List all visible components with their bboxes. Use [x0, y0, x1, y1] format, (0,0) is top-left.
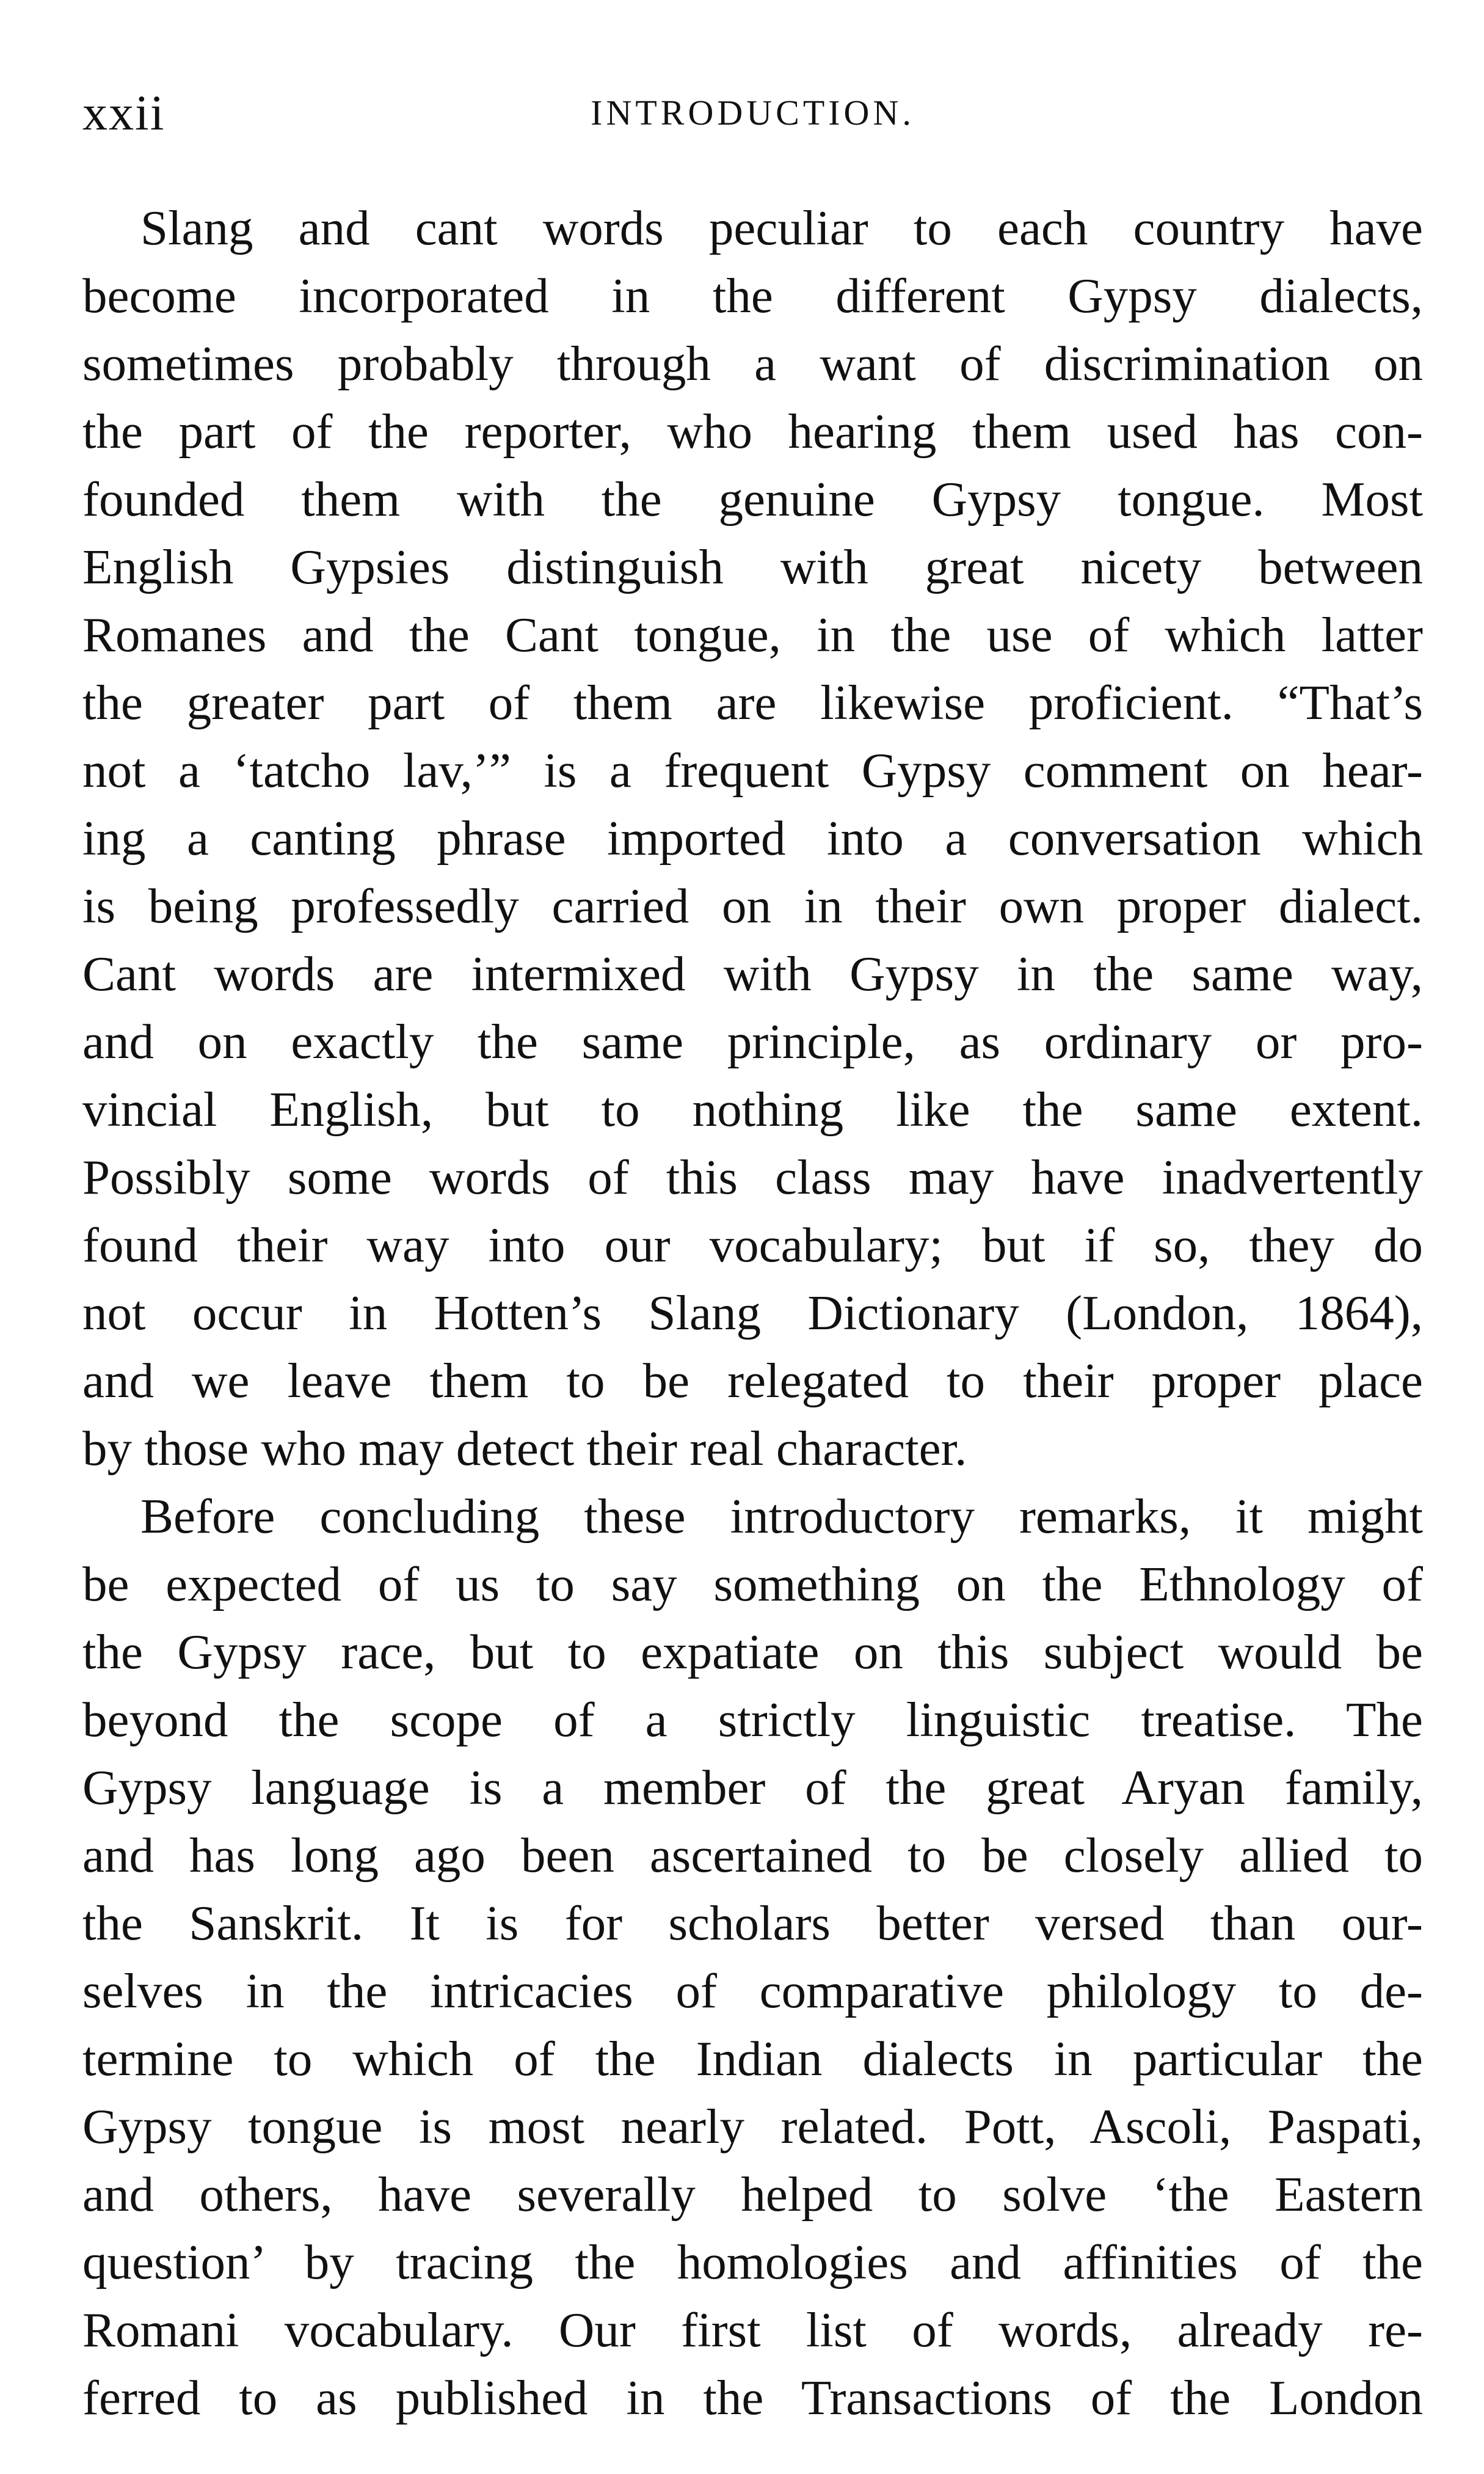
chapter-title: INTRODUCTION.	[591, 93, 915, 133]
text-line: be expected of us to say something on the Ethnology of	[82, 1556, 1423, 1611]
text-line: selves in the intricacies of comparative philology to de-	[82, 1963, 1423, 2018]
text-line: and others, have severally helped to solve ‘the Eastern	[82, 2167, 1423, 2222]
text-line: found their way into our vocabulary; but if so, they do	[82, 1217, 1423, 1272]
text-line: Romanes and the Cant tongue, in the use of which latter	[82, 607, 1423, 662]
text-line: and has long ago been ascertained to be closely allied to	[82, 1828, 1423, 1883]
text-line: by those who may detect their real character.	[82, 1421, 967, 1476]
text-line: become incorporated in the different Gypsy dialects,	[82, 268, 1423, 323]
text-line: question’ by tracing the homologies and affinities of the	[82, 2235, 1423, 2290]
text-line: founded them with the genuine Gypsy tongue. Most	[82, 472, 1423, 527]
text-line: termine to which of the Indian dialects in particular the	[82, 2031, 1423, 2086]
text-line: the Gypsy race, but to expatiate on this subject would be	[82, 1624, 1423, 1679]
text-line: Gypsy language is a member of the great Aryan family,	[82, 1760, 1423, 1815]
text-line: the greater part of them are likewise proficient. “That’s	[82, 675, 1423, 730]
text-line: ferred to as published in the Transactions of the London	[82, 2370, 1423, 2425]
text-line: Romani vocabulary. Our first list of words, already re-	[82, 2302, 1423, 2357]
text-line: ing a canting phrase imported into a conversation which	[82, 811, 1423, 866]
text-line: and on exactly the same principle, as ordinary or pro-	[82, 1014, 1423, 1069]
text-line: Before concluding these introductory remarks, it might	[140, 1489, 1423, 1544]
text-line: the part of the reporter, who hearing them used has con-	[82, 404, 1423, 459]
text-line: Slang and cant words peculiar to each country have	[140, 200, 1423, 255]
body-text	[82, 194, 1423, 2432]
text-line: the Sanskrit. It is for scholars better versed than our-	[82, 1896, 1423, 1950]
text-line: English Gypsies distinguish with great nicety between	[82, 539, 1423, 594]
text-line: is being professedly carried on in their own proper dialect.	[82, 878, 1423, 933]
text-line: vincial English, but to nothing like the same extent.	[82, 1082, 1423, 1137]
text-line: not a ‘tatcho lav,’” is a frequent Gypsy comment on hear-	[82, 743, 1423, 798]
text-line: Gypsy tongue is most nearly related. Pott, Ascoli, Paspati,	[82, 2099, 1423, 2154]
page-number: xxii	[82, 85, 165, 140]
text-line: and we leave them to be relegated to their proper place	[82, 1353, 1423, 1408]
text-line: not occur in Hotten’s Slang Dictionary (London, 1864),	[82, 1285, 1423, 1340]
text-line: sometimes probably through a want of discrimination on	[82, 336, 1423, 391]
running-head	[82, 79, 1423, 147]
text-line: Possibly some words of this class may have inadvertently	[82, 1150, 1423, 1205]
text-line: beyond the scope of a strictly linguistic treatise. The	[82, 1692, 1423, 1747]
text-line: Cant words are intermixed with Gypsy in the same way,	[82, 946, 1423, 1001]
